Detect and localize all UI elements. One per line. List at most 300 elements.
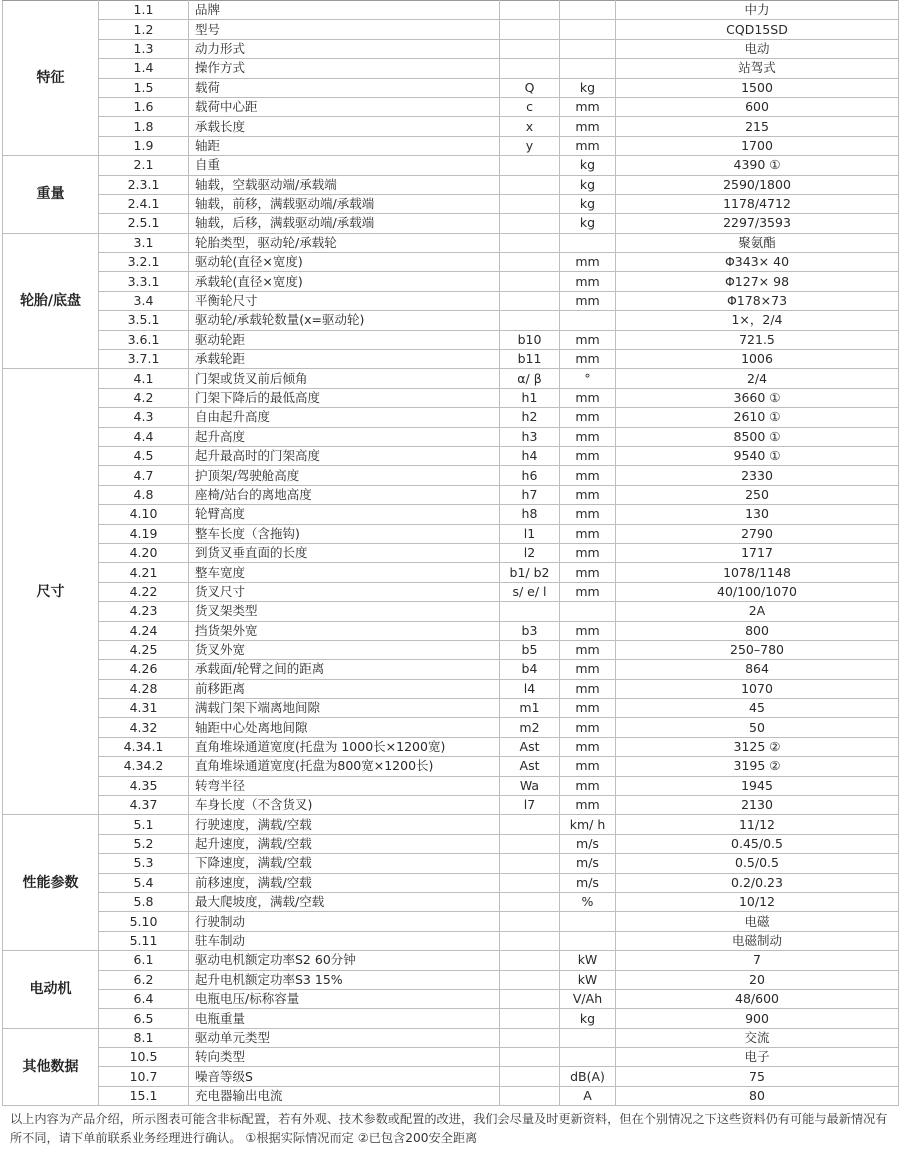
- spec-name: 起升高度: [189, 427, 500, 446]
- spec-value: 4390 ①: [616, 156, 899, 175]
- spec-code: 4.26: [99, 660, 189, 679]
- spec-unit: V/Ah: [560, 989, 616, 1008]
- spec-code: 15.1: [99, 1086, 189, 1105]
- spec-code: 10.5: [99, 1048, 189, 1067]
- spec-name: 操作方式: [189, 59, 500, 78]
- spec-code: 2.3.1: [99, 175, 189, 194]
- spec-code: 2.5.1: [99, 214, 189, 233]
- spec-code: 1.6: [99, 97, 189, 116]
- spec-symbol: b5: [500, 640, 560, 659]
- spec-symbol: [500, 892, 560, 911]
- spec-symbol: [500, 1086, 560, 1105]
- spec-row: [3, 660, 899, 679]
- spec-code: 2.4.1: [99, 194, 189, 213]
- spec-symbol: [500, 854, 560, 873]
- spec-row: [3, 970, 899, 989]
- footnote: 以上内容为产品介绍，所示图表可能含非标配置，若有外观、技术参数或配置的改进，我们会尽量及时更新资料，但在个别情况之下这些资料仍有可能与最新情况有所不同，请下单前联系业务经理进行确认。 ①根据实际情况而定 ②已包含200安全距离: [10, 1112, 888, 1146]
- spec-value: 3195 ②: [616, 757, 899, 776]
- spec-unit: mm: [560, 136, 616, 155]
- spec-row: [3, 524, 899, 543]
- spec-name: 载荷中心距: [189, 97, 500, 116]
- spec-code: 5.10: [99, 912, 189, 931]
- spec-code: 4.19: [99, 524, 189, 543]
- spec-row: [3, 989, 899, 1008]
- spec-row: [3, 602, 899, 621]
- spec-code: 6.4: [99, 989, 189, 1008]
- spec-code: 4.20: [99, 543, 189, 562]
- spec-code: 4.31: [99, 699, 189, 718]
- spec-row: [3, 1028, 899, 1047]
- spec-row: [3, 97, 899, 116]
- spec-code: 4.25: [99, 640, 189, 659]
- spec-value: 900: [616, 1009, 899, 1028]
- spec-symbol: h2: [500, 408, 560, 427]
- spec-unit: mm: [560, 660, 616, 679]
- spec-row: [3, 796, 899, 815]
- spec-code: 10.7: [99, 1067, 189, 1086]
- spec-name: 起升速度，满载/空载: [189, 834, 500, 853]
- spec-code: 1.2: [99, 20, 189, 39]
- spec-row: [3, 78, 899, 97]
- spec-symbol: b3: [500, 621, 560, 640]
- spec-name: 前移距离: [189, 679, 500, 698]
- spec-symbol: Ast: [500, 757, 560, 776]
- spec-value: 2590/1800: [616, 175, 899, 194]
- spec-code: 5.8: [99, 892, 189, 911]
- spec-name: 最大爬坡度，满载/空载: [189, 892, 500, 911]
- spec-row: [3, 214, 899, 233]
- spec-symbol: [500, 194, 560, 213]
- spec-value: 40/100/1070: [616, 582, 899, 601]
- spec-code: 4.24: [99, 621, 189, 640]
- spec-code: 1.5: [99, 78, 189, 97]
- spec-symbol: l2: [500, 543, 560, 562]
- spec-row: [3, 1009, 899, 1028]
- spec-value: 2330: [616, 466, 899, 485]
- spec-symbol: Ast: [500, 737, 560, 756]
- spec-row: [3, 912, 899, 931]
- spec-value: 电磁制动: [616, 931, 899, 950]
- spec-value: 2130: [616, 796, 899, 815]
- category-label: 性能参数: [3, 815, 99, 951]
- spec-value: 864: [616, 660, 899, 679]
- spec-value: 2790: [616, 524, 899, 543]
- spec-row: [3, 737, 899, 756]
- spec-row: [3, 505, 899, 524]
- spec-unit: mm: [560, 466, 616, 485]
- spec-code: 1.3: [99, 39, 189, 58]
- spec-unit: mm: [560, 582, 616, 601]
- spec-unit: [560, 912, 616, 931]
- spec-code: 4.32: [99, 718, 189, 737]
- spec-row: [3, 679, 899, 698]
- spec-unit: [560, 602, 616, 621]
- spec-name: 前移速度，满载/空载: [189, 873, 500, 892]
- spec-row: [3, 311, 899, 330]
- spec-unit: [560, 233, 616, 252]
- spec-row: [3, 39, 899, 58]
- spec-value: 电动: [616, 39, 899, 58]
- spec-value: Φ178×73: [616, 291, 899, 310]
- spec-code: 1.4: [99, 59, 189, 78]
- spec-name: 轴载，后移，满载驱动端/承载端: [189, 214, 500, 233]
- spec-name: 直角堆垛通道宽度(托盘为 1000长×1200宽): [189, 737, 500, 756]
- spec-name: 座椅/站台的离地高度: [189, 485, 500, 504]
- spec-symbol: [500, 815, 560, 834]
- spec-code: 3.4: [99, 291, 189, 310]
- spec-unit: mm: [560, 427, 616, 446]
- spec-code: 5.1: [99, 815, 189, 834]
- spec-symbol: [500, 233, 560, 252]
- spec-row: [3, 272, 899, 291]
- spec-unit: [560, 311, 616, 330]
- spec-row: [3, 1086, 899, 1105]
- spec-name: 货叉尺寸: [189, 582, 500, 601]
- spec-name: 自重: [189, 156, 500, 175]
- spec-name: 门架下降后的最低高度: [189, 388, 500, 407]
- spec-value: 1700: [616, 136, 899, 155]
- spec-unit: [560, 931, 616, 950]
- spec-name: 起升最高时的门架高度: [189, 446, 500, 465]
- spec-name: 驱动轮(直径×宽度): [189, 253, 500, 272]
- spec-code: 3.1: [99, 233, 189, 252]
- spec-name: 动力形式: [189, 39, 500, 58]
- spec-value: 250: [616, 485, 899, 504]
- spec-name: 下降速度，满载/空载: [189, 854, 500, 873]
- spec-row: [3, 834, 899, 853]
- spec-symbol: [500, 175, 560, 194]
- spec-value: 中力: [616, 1, 899, 20]
- spec-unit: mm: [560, 485, 616, 504]
- spec-name: 承载轮(直径×宽度): [189, 272, 500, 291]
- spec-symbol: x: [500, 117, 560, 136]
- spec-row: [3, 408, 899, 427]
- spec-row: [3, 854, 899, 873]
- spec-unit: mm: [560, 524, 616, 543]
- spec-name: 品牌: [189, 1, 500, 20]
- spec-code: 4.7: [99, 466, 189, 485]
- spec-code: 3.5.1: [99, 311, 189, 330]
- spec-name: 车身长度（不含货叉): [189, 796, 500, 815]
- spec-unit: [560, 20, 616, 39]
- spec-value: 1×，2/4: [616, 311, 899, 330]
- spec-value: 250–780: [616, 640, 899, 659]
- spec-unit: %: [560, 892, 616, 911]
- spec-symbol: h4: [500, 446, 560, 465]
- spec-name: 驱动轮距: [189, 330, 500, 349]
- spec-unit: kW: [560, 970, 616, 989]
- spec-row: [3, 699, 899, 718]
- spec-table: [2, 0, 899, 1106]
- spec-name: 载荷: [189, 78, 500, 97]
- spec-unit: mm: [560, 679, 616, 698]
- spec-row: [3, 427, 899, 446]
- spec-value: 1945: [616, 776, 899, 795]
- spec-row: [3, 892, 899, 911]
- spec-name: 货叉外宽: [189, 640, 500, 659]
- spec-symbol: [500, 156, 560, 175]
- spec-symbol: [500, 602, 560, 621]
- spec-code: 4.3: [99, 408, 189, 427]
- spec-symbol: [500, 834, 560, 853]
- spec-value: 1078/1148: [616, 563, 899, 582]
- spec-code: 4.21: [99, 563, 189, 582]
- spec-name: 承载轮距: [189, 350, 500, 369]
- spec-row: [3, 175, 899, 194]
- spec-symbol: Q: [500, 78, 560, 97]
- spec-row: [3, 117, 899, 136]
- spec-value: 1717: [616, 543, 899, 562]
- spec-unit: mm: [560, 408, 616, 427]
- spec-row: [3, 330, 899, 349]
- spec-symbol: [500, 291, 560, 310]
- spec-value: 3125 ②: [616, 737, 899, 756]
- spec-unit: kg: [560, 1009, 616, 1028]
- spec-value: 0.2/0.23: [616, 873, 899, 892]
- spec-name: 轴距: [189, 136, 500, 155]
- spec-row: [3, 951, 899, 970]
- spec-unit: mm: [560, 253, 616, 272]
- spec-name: 整车长度（含拖钩): [189, 524, 500, 543]
- spec-unit: mm: [560, 563, 616, 582]
- spec-symbol: h8: [500, 505, 560, 524]
- spec-unit: mm: [560, 796, 616, 815]
- spec-symbol: [500, 1067, 560, 1086]
- spec-value: 0.5/0.5: [616, 854, 899, 873]
- spec-unit: [560, 1028, 616, 1047]
- spec-symbol: [500, 39, 560, 58]
- spec-unit: mm: [560, 117, 616, 136]
- spec-value: 1070: [616, 679, 899, 698]
- spec-value: 2/4: [616, 369, 899, 388]
- spec-unit: mm: [560, 621, 616, 640]
- spec-value: 10/12: [616, 892, 899, 911]
- spec-value: Φ343× 40: [616, 253, 899, 272]
- spec-unit: kW: [560, 951, 616, 970]
- spec-code: 4.34.2: [99, 757, 189, 776]
- spec-name: 护顶架/驾驶舱高度: [189, 466, 500, 485]
- spec-row: [3, 136, 899, 155]
- spec-unit: mm: [560, 640, 616, 659]
- spec-code: 2.1: [99, 156, 189, 175]
- spec-value: 800: [616, 621, 899, 640]
- spec-symbol: c: [500, 97, 560, 116]
- spec-unit: mm: [560, 97, 616, 116]
- spec-symbol: α/ β: [500, 369, 560, 388]
- spec-row: [3, 621, 899, 640]
- spec-code: 8.1: [99, 1028, 189, 1047]
- spec-symbol: l4: [500, 679, 560, 698]
- spec-row: [3, 873, 899, 892]
- spec-name: 起升电机额定功率S3 15%: [189, 970, 500, 989]
- spec-name: 型号: [189, 20, 500, 39]
- spec-symbol: h6: [500, 466, 560, 485]
- spec-symbol: [500, 951, 560, 970]
- spec-row: [3, 156, 899, 175]
- spec-symbol: [500, 931, 560, 950]
- spec-name: 货叉架类型: [189, 602, 500, 621]
- spec-name: 直角堆垛通道宽度(托盘为800宽×1200长): [189, 757, 500, 776]
- spec-unit: km/ h: [560, 815, 616, 834]
- spec-row: [3, 757, 899, 776]
- spec-code: 4.5: [99, 446, 189, 465]
- spec-unit: mm: [560, 272, 616, 291]
- spec-name: 驻车制动: [189, 931, 500, 950]
- spec-symbol: [500, 214, 560, 233]
- spec-unit: mm: [560, 505, 616, 524]
- spec-unit: mm: [560, 737, 616, 756]
- spec-row: [3, 1, 899, 20]
- spec-row: [3, 1048, 899, 1067]
- spec-unit: mm: [560, 757, 616, 776]
- spec-unit: mm: [560, 776, 616, 795]
- spec-name: 满载门架下端离地间隙: [189, 699, 500, 718]
- spec-symbol: [500, 912, 560, 931]
- spec-value: 0.45/0.5: [616, 834, 899, 853]
- spec-symbol: m1: [500, 699, 560, 718]
- spec-name: 转向类型: [189, 1048, 500, 1067]
- spec-unit: mm: [560, 291, 616, 310]
- spec-unit: mm: [560, 330, 616, 349]
- spec-name: 轮胎类型，驱动轮/承载轮: [189, 233, 500, 252]
- spec-row: [3, 446, 899, 465]
- spec-name: 自由起升高度: [189, 408, 500, 427]
- spec-name: 转弯半径: [189, 776, 500, 795]
- spec-code: 4.37: [99, 796, 189, 815]
- spec-name: 轴距中心处离地间隙: [189, 718, 500, 737]
- spec-symbol: h3: [500, 427, 560, 446]
- spec-symbol: [500, 970, 560, 989]
- spec-row: [3, 291, 899, 310]
- category-label: 尺寸: [3, 369, 99, 815]
- spec-symbol: b1/ b2: [500, 563, 560, 582]
- spec-code: 1.8: [99, 117, 189, 136]
- spec-unit: [560, 1, 616, 20]
- spec-name: 轮臂高度: [189, 505, 500, 524]
- spec-value: Φ127× 98: [616, 272, 899, 291]
- spec-code: 6.1: [99, 951, 189, 970]
- spec-name: 平衡轮尺寸: [189, 291, 500, 310]
- spec-unit: mm: [560, 388, 616, 407]
- spec-row: [3, 718, 899, 737]
- spec-name: 电瓶电压/标称容量: [189, 989, 500, 1008]
- category-label: 其他数据: [3, 1028, 99, 1106]
- spec-unit: m/s: [560, 854, 616, 873]
- category-label: 电动机: [3, 951, 99, 1029]
- spec-name: 轴载，前移，满载驱动端/承载端: [189, 194, 500, 213]
- spec-row: [3, 194, 899, 213]
- spec-value: 721.5: [616, 330, 899, 349]
- spec-value: 75: [616, 1067, 899, 1086]
- spec-symbol: [500, 1028, 560, 1047]
- spec-unit: [560, 59, 616, 78]
- spec-row: [3, 485, 899, 504]
- spec-value: 20: [616, 970, 899, 989]
- spec-name: 驱动轮/承载轮数量(x=驱动轮): [189, 311, 500, 330]
- spec-symbol: l1: [500, 524, 560, 543]
- spec-name: 轴载，空载驱动端/承载端: [189, 175, 500, 194]
- spec-value: 2610 ①: [616, 408, 899, 427]
- spec-unit: A: [560, 1086, 616, 1105]
- spec-value: 聚氨酯: [616, 233, 899, 252]
- spec-code: 6.2: [99, 970, 189, 989]
- spec-code: 4.1: [99, 369, 189, 388]
- spec-row: [3, 388, 899, 407]
- spec-row: [3, 369, 899, 388]
- spec-unit: mm: [560, 543, 616, 562]
- spec-row: [3, 350, 899, 369]
- spec-code: 4.34.1: [99, 737, 189, 756]
- spec-name: 行驶速度，满载/空载: [189, 815, 500, 834]
- spec-value: 8500 ①: [616, 427, 899, 446]
- spec-unit: mm: [560, 718, 616, 737]
- spec-code: 4.35: [99, 776, 189, 795]
- spec-table-body: [3, 1, 899, 1106]
- spec-value: 1500: [616, 78, 899, 97]
- spec-row: [3, 253, 899, 272]
- spec-unit: kg: [560, 175, 616, 194]
- spec-value: 2A: [616, 602, 899, 621]
- spec-name: 到货叉垂直面的长度: [189, 543, 500, 562]
- spec-unit: kg: [560, 78, 616, 97]
- spec-value: 1178/4712: [616, 194, 899, 213]
- spec-name: 驱动电机额定功率S2 60分钟: [189, 951, 500, 970]
- spec-row: [3, 931, 899, 950]
- spec-value: 3660 ①: [616, 388, 899, 407]
- spec-row: [3, 640, 899, 659]
- spec-name: 整车宽度: [189, 563, 500, 582]
- spec-code: 5.2: [99, 834, 189, 853]
- spec-value: 600: [616, 97, 899, 116]
- spec-row: [3, 776, 899, 795]
- spec-symbol: Wa: [500, 776, 560, 795]
- spec-code: 3.7.1: [99, 350, 189, 369]
- spec-symbol: b4: [500, 660, 560, 679]
- spec-symbol: m2: [500, 718, 560, 737]
- spec-symbol: l7: [500, 796, 560, 815]
- spec-symbol: [500, 1009, 560, 1028]
- spec-unit: dB(A): [560, 1067, 616, 1086]
- category-label: 重量: [3, 156, 99, 234]
- spec-code: 4.8: [99, 485, 189, 504]
- spec-value: 45: [616, 699, 899, 718]
- spec-name: 充电器输出电流: [189, 1086, 500, 1105]
- spec-code: 1.9: [99, 136, 189, 155]
- spec-symbol: h7: [500, 485, 560, 504]
- spec-unit: [560, 1048, 616, 1067]
- spec-symbol: h1: [500, 388, 560, 407]
- spec-value: 7: [616, 951, 899, 970]
- category-label: 特征: [3, 1, 99, 156]
- spec-unit: mm: [560, 446, 616, 465]
- spec-name: 承载长度: [189, 117, 500, 136]
- category-label: 轮胎/底盘: [3, 233, 99, 369]
- spec-row: [3, 582, 899, 601]
- spec-value: 11/12: [616, 815, 899, 834]
- spec-name: 电瓶重量: [189, 1009, 500, 1028]
- spec-symbol: [500, 311, 560, 330]
- spec-symbol: [500, 253, 560, 272]
- spec-name: 驱动单元类型: [189, 1028, 500, 1047]
- spec-unit: kg: [560, 156, 616, 175]
- spec-name: 门架或货叉前后倾角: [189, 369, 500, 388]
- spec-value: 48/600: [616, 989, 899, 1008]
- spec-code: 5.4: [99, 873, 189, 892]
- spec-unit: mm: [560, 699, 616, 718]
- spec-value: 215: [616, 117, 899, 136]
- spec-code: 4.28: [99, 679, 189, 698]
- spec-unit: kg: [560, 214, 616, 233]
